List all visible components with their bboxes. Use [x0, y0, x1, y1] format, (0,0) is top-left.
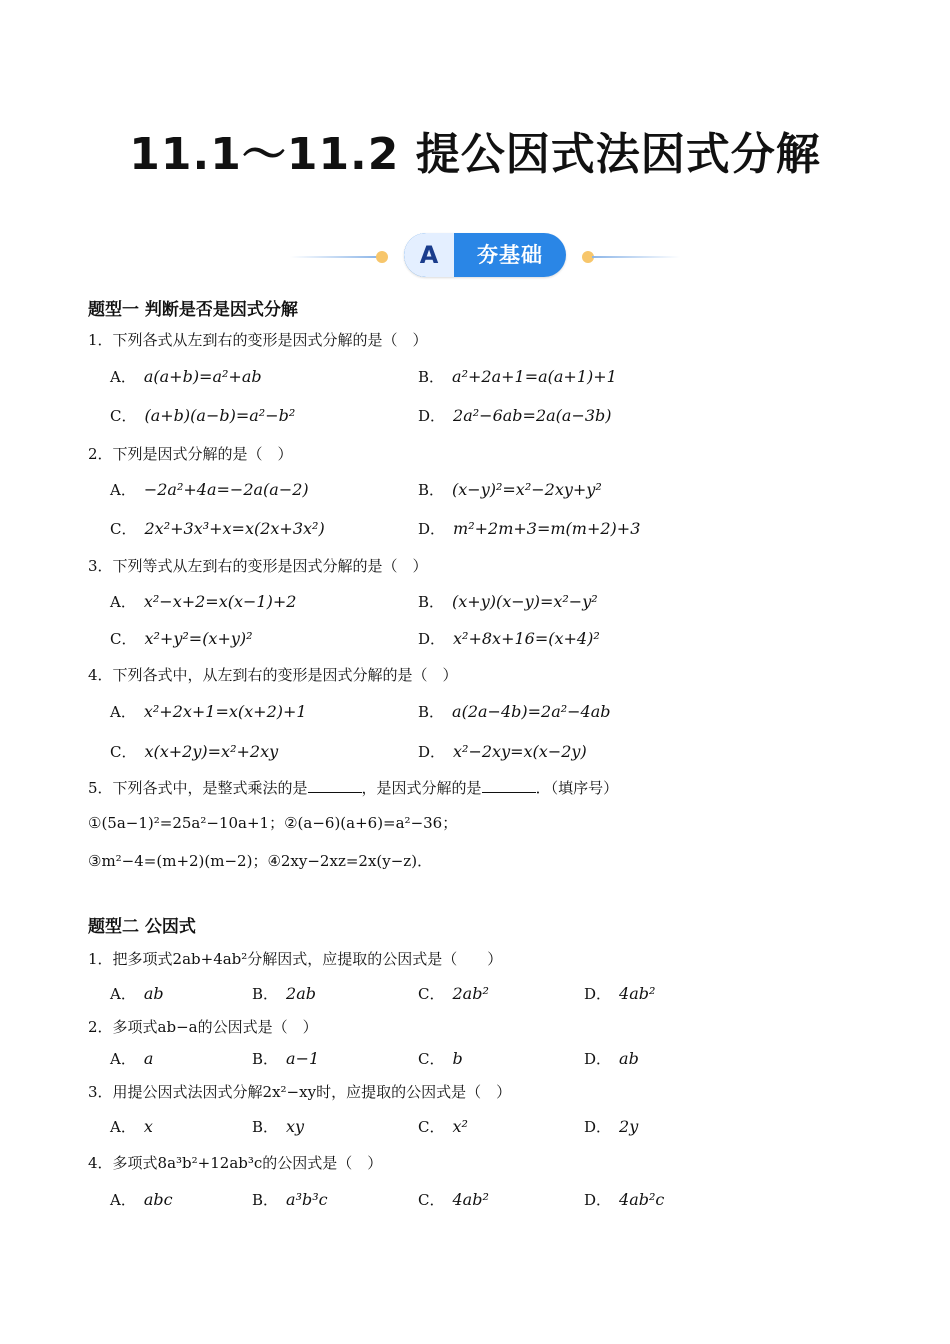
option-label: A．	[110, 593, 136, 611]
option-text: 4ab²	[619, 984, 656, 1003]
s1-q3-option-a	[110, 591, 296, 612]
option-text: x²+8x+16=(x+4)²	[453, 629, 600, 648]
option-label: A．	[110, 368, 136, 386]
s1-q2-option-b	[418, 479, 602, 500]
option-label: B．	[252, 1050, 279, 1068]
s2-q2-option-a	[110, 1048, 153, 1069]
option-text: (x+y)(x−y)=x²−y²	[452, 592, 598, 611]
option-label: D．	[418, 520, 446, 538]
s1-q4-stem: 4．下列各式中，从左到右的变形是因式分解的是（ ）	[88, 666, 458, 684]
s2-q4-option-d	[584, 1189, 664, 1210]
option-label: D．	[418, 630, 446, 648]
s2-q1-option-b	[252, 983, 316, 1004]
s2-q4-option-a	[110, 1189, 173, 1210]
option-text: 2a²−6ab=2a(a−3b)	[453, 406, 612, 425]
s1-q2-option-c	[110, 518, 325, 539]
option-text: x(x+2y)=x²+2xy	[144, 742, 279, 761]
s2-q3-option-d	[584, 1116, 638, 1137]
q5-stem-part1: 5．下列各式中，是整式乘法的是	[88, 779, 308, 797]
option-text: 2y	[619, 1117, 639, 1136]
option-label: A．	[110, 703, 136, 721]
banner-line-right	[592, 256, 680, 258]
option-text: 2ab	[286, 984, 316, 1003]
option-label: D．	[584, 1118, 612, 1136]
s2-q2-option-d	[584, 1048, 639, 1069]
s1-q1-option-d	[418, 405, 612, 426]
option-label: C．	[418, 1050, 445, 1068]
option-label: B．	[252, 1118, 279, 1136]
option-label: C．	[110, 630, 137, 648]
banner-letter: A	[404, 233, 454, 277]
s1-q1-stem: 1．下列各式从左到右的变形是因式分解的是（ ）	[88, 331, 428, 349]
s2-q1-option-d	[584, 983, 655, 1004]
option-text: −2a²+4a=−2a(a−2)	[143, 480, 309, 499]
option-text: a(a+b)=a²+ab	[143, 367, 262, 386]
option-label: C．	[110, 520, 137, 538]
s2-q4-stem: 4．多项式8a³b²+12ab³c的公因式是（ ）	[88, 1154, 383, 1172]
option-text: x²−2xy=x(x−2y)	[453, 742, 587, 761]
s2-q3-option-c	[418, 1116, 468, 1137]
option-label: A．	[110, 481, 136, 499]
option-text: 4ab²	[452, 1190, 489, 1209]
option-text: 2ab²	[452, 984, 489, 1003]
s1-q1-option-b	[418, 366, 617, 387]
option-text: a³b³c	[286, 1190, 328, 1209]
option-label: B．	[418, 481, 445, 499]
s1-q4-option-c	[110, 741, 278, 762]
option-text: a(2a−4b)=2a²−4ab	[452, 702, 611, 721]
option-label: B．	[418, 703, 445, 721]
option-text: ab	[619, 1049, 639, 1068]
option-text: a²+2a+1=a(a+1)+1	[452, 367, 617, 386]
s1-q3-option-b	[418, 591, 598, 612]
s1-q4-option-b	[418, 701, 611, 722]
s1-q2-option-a	[110, 479, 309, 500]
s2-q4-option-b	[252, 1189, 328, 1210]
s1-q5-line1: ①(5a−1)²=25a²−10a+1；②(a−6)(a+6)=a²−36；	[88, 814, 458, 832]
option-label: A．	[110, 1118, 136, 1136]
option-label: A．	[110, 1050, 136, 1068]
s2-q1-option-c	[418, 983, 489, 1004]
option-label: B．	[418, 593, 445, 611]
option-text: x²+2x+1=x(x+2)+1	[143, 702, 307, 721]
option-label: A．	[110, 1191, 136, 1209]
option-label: C．	[110, 407, 137, 425]
page-title: 11.1～11.2 提公因式法因式分解	[129, 129, 821, 180]
option-label: B．	[418, 368, 445, 386]
option-label: C．	[418, 1191, 445, 1209]
s1-q4-option-d	[418, 741, 587, 762]
banner-dot-left	[376, 251, 388, 263]
option-text: 4ab²c	[619, 1190, 665, 1209]
s2-q1-stem: 1．把多项式2ab+4ab²分解因式，应提取的公因式是（ ）	[88, 950, 503, 968]
option-text: a	[143, 1049, 154, 1068]
q5-stem-part2: ，是因式分解的是	[361, 779, 482, 797]
option-label: C．	[418, 1118, 445, 1136]
option-label: D．	[418, 407, 446, 425]
option-text: m²+2m+3=m(m+2)+3	[453, 519, 641, 538]
s1-q1-option-a	[110, 366, 262, 387]
s1-q5-stem	[88, 777, 618, 798]
option-text: a−1	[286, 1049, 320, 1068]
s1-q5-line2: ③m²−4=(m+2)(m−2)；④2xy−2xz=2x(y−z)．	[88, 852, 433, 870]
option-text: b	[452, 1049, 463, 1068]
option-text: abc	[143, 1190, 173, 1209]
q5-stem-part3: ．（填序号）	[535, 779, 619, 797]
answer-blank-2[interactable]	[482, 778, 536, 793]
option-label: D．	[584, 1050, 612, 1068]
option-text: (a+b)(a−b)=a²−b²	[144, 406, 296, 425]
option-text: x²	[452, 1117, 468, 1136]
section-banner	[290, 230, 680, 280]
s1-q3-option-d	[418, 628, 600, 649]
banner-line-left	[290, 256, 378, 258]
s2-q2-option-c	[418, 1048, 463, 1069]
s1-q2-option-d	[418, 518, 640, 539]
s2-q4-option-c	[418, 1189, 489, 1210]
option-label: D．	[584, 1191, 612, 1209]
option-label: C．	[110, 743, 137, 761]
banner-pill	[404, 233, 566, 277]
s2-q3-option-b	[252, 1116, 304, 1137]
option-text: 2x²+3x³+x=x(2x+3x²)	[144, 519, 325, 538]
option-text: (x−y)²=x²−2xy+y²	[452, 480, 602, 499]
banner-text: 夯基础	[477, 243, 543, 267]
section2-heading: 题型二 公因式	[88, 917, 196, 937]
s2-q1-option-a	[110, 983, 164, 1004]
option-label: D．	[418, 743, 446, 761]
s1-q3-option-c	[110, 628, 253, 649]
option-text: ab	[143, 984, 164, 1003]
option-label: B．	[252, 985, 279, 1003]
option-label: B．	[252, 1191, 279, 1209]
s2-q2-option-b	[252, 1048, 319, 1069]
option-text: x²−x+2=x(x−1)+2	[143, 592, 297, 611]
option-label: D．	[584, 985, 612, 1003]
s2-q3-option-a	[110, 1116, 153, 1137]
option-label: A．	[110, 985, 136, 1003]
option-label: C．	[418, 985, 445, 1003]
s1-q1-option-c	[110, 405, 295, 426]
s1-q3-stem: 3．下列等式从左到右的变形是因式分解的是（ ）	[88, 557, 428, 575]
s2-q2-stem: 2．多项式ab−a的公因式是（ ）	[88, 1018, 318, 1036]
s1-q4-option-a	[110, 701, 307, 722]
option-text: x²+y²=(x+y)²	[144, 629, 253, 648]
s2-q3-stem: 3．用提公因式法因式分解2x²−xy时，应提取的公因式是（ ）	[88, 1083, 512, 1101]
section1-heading: 题型一 判断是否是因式分解	[88, 300, 298, 320]
option-text: xy	[286, 1117, 305, 1136]
s1-q2-stem: 2．下列是因式分解的是（ ）	[88, 445, 293, 463]
option-text: x	[143, 1117, 153, 1136]
answer-blank-1[interactable]	[308, 778, 362, 793]
